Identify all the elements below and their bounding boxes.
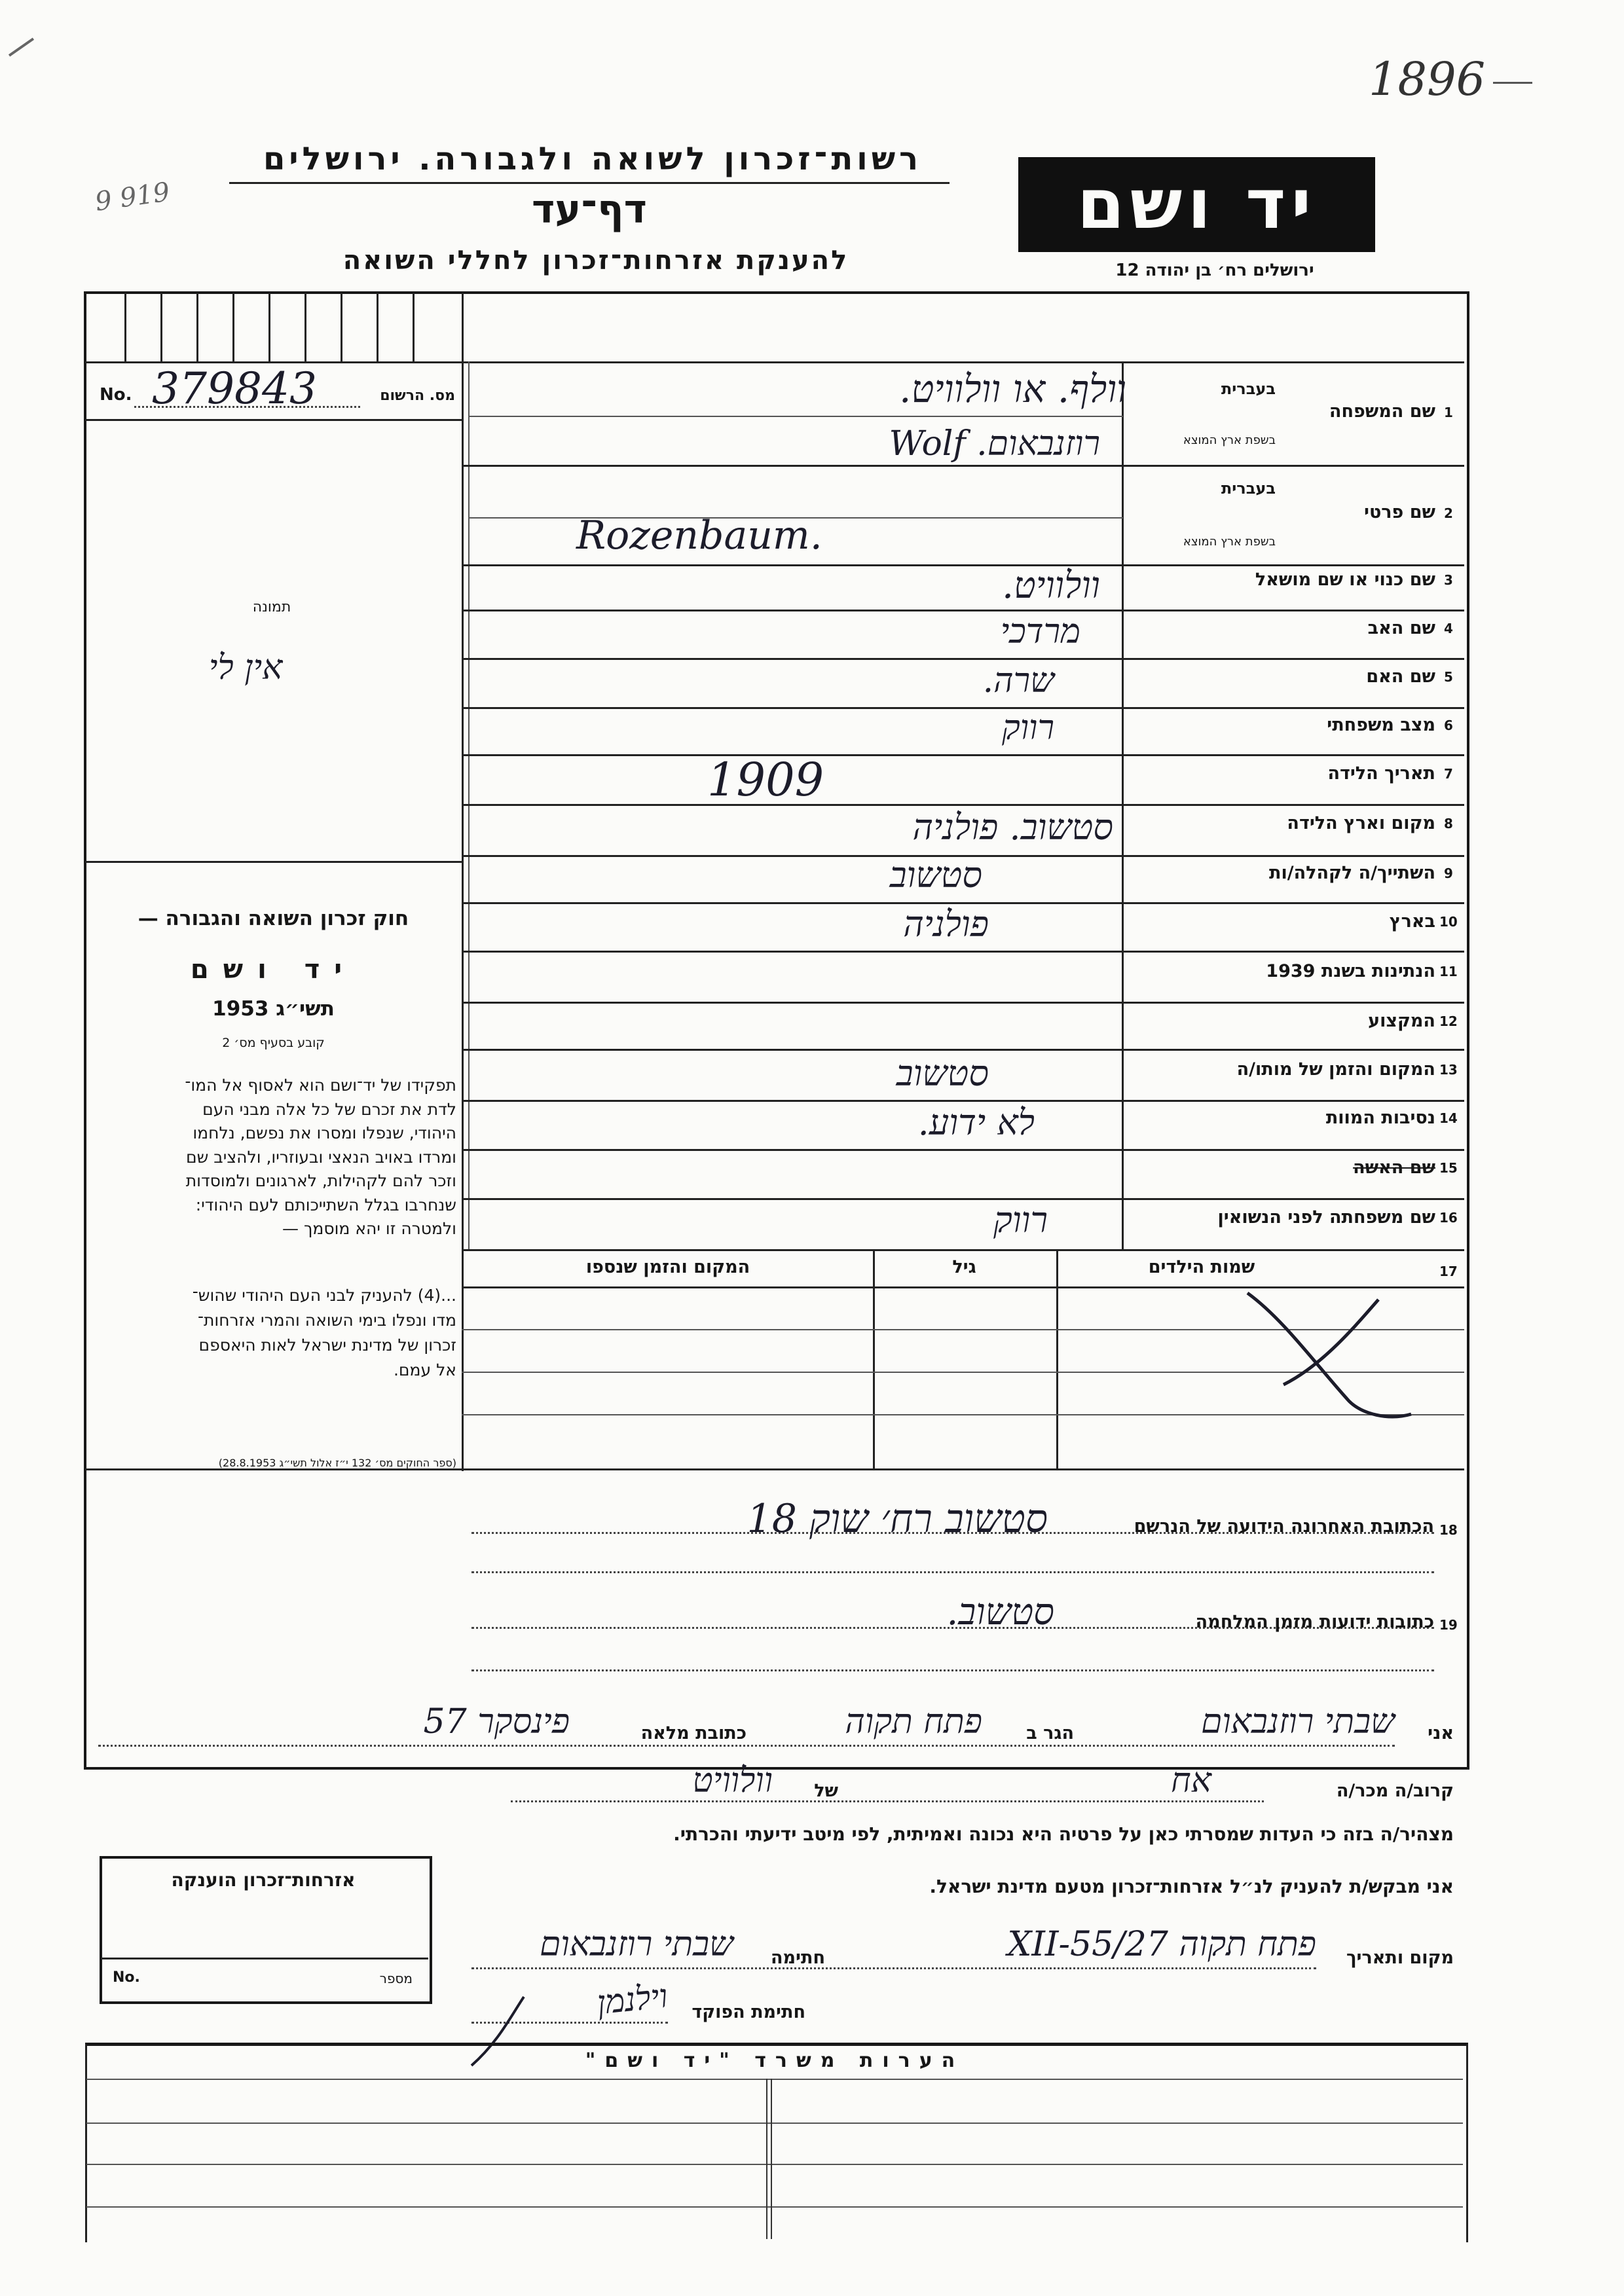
- label-profession: המקצוע: [1368, 1011, 1435, 1031]
- row-separator: [462, 1049, 1464, 1051]
- row-number: 13: [1439, 1062, 1458, 1078]
- row-number: 4: [1444, 621, 1453, 636]
- label-wife-name: שם האשה: [1353, 1157, 1435, 1178]
- header-place-time-perished: המקום והזמן שנספו: [585, 1257, 750, 1277]
- header-children-names: שמות הילדים: [1148, 1257, 1255, 1277]
- label-country: בארץ: [1389, 911, 1435, 932]
- row-number: 11: [1439, 964, 1458, 979]
- certificate-no-label: מספר: [379, 1971, 413, 1986]
- logo-address: ירושלים רח׳ בן יהודה 12: [1115, 261, 1314, 280]
- box-divider: [232, 293, 234, 361]
- value-marital-status: רווק: [1002, 708, 1054, 748]
- value-death-circumstances: לא ידוע.: [917, 1102, 1035, 1143]
- box-divider: [124, 293, 126, 361]
- row-number: 14: [1439, 1110, 1458, 1126]
- row-number: 12: [1439, 1013, 1458, 1029]
- row-separator: [462, 610, 1464, 611]
- decl-statement-2: אני מבקש/ת להעניק לנ״ל אזרחות־זכרון מטעם מדינת ישראל.: [929, 1876, 1454, 1897]
- label-sub-origin: בשפת ארץ המוצא: [1183, 535, 1276, 549]
- row-separator: [462, 1002, 1464, 1004]
- law-line: היהודי, שנפלו ומסרו את נפשם, נלחמו: [193, 1123, 456, 1142]
- law-line: לדת את זכרם של כל אלה מבני העם: [202, 1099, 456, 1119]
- row-number: 18: [1439, 1522, 1458, 1538]
- row-number: 3: [1444, 572, 1453, 588]
- value-wartime-address: סטשוב.: [946, 1591, 1054, 1633]
- law-line: ומרדו באויב הנאצי ובעוזריו, ולהציב שם: [186, 1147, 456, 1167]
- row-separator: [462, 804, 1464, 806]
- row-number: 10: [1439, 914, 1458, 930]
- box-divider: [341, 293, 342, 361]
- notes-column-divider: [766, 2079, 767, 2239]
- law-year: תשי״ג 1953: [212, 997, 335, 1021]
- value-birth-date: 1909: [707, 753, 824, 807]
- notes-rule: [86, 2206, 1463, 2208]
- reg-prefix: No.: [100, 385, 132, 405]
- law-reference: (ספר החוקים מס׳ 132 י״ז אלול תשי״ג 28.8.1953): [218, 1457, 456, 1469]
- notes-rule: [86, 2123, 1463, 2124]
- decl-signature: שבתי רוזנבאום: [539, 1925, 733, 1964]
- label-sub-origin: בשפת ארץ המוצא: [1183, 433, 1276, 447]
- photo-note: אין לי: [208, 648, 283, 687]
- children-col-divider: [1056, 1249, 1058, 1468]
- label-birth-date: תאריך הלידה: [1327, 763, 1435, 784]
- decl-full-address: פינסקר 57: [423, 1702, 570, 1741]
- label-marital-status: מצב משפחתי: [1327, 715, 1435, 735]
- label-death-place-time: המקום והזמן של מותו/ה: [1236, 1059, 1435, 1080]
- header-age: גיל: [952, 1257, 976, 1277]
- notes-rule: [86, 2079, 1463, 2080]
- row-number: 6: [1444, 718, 1453, 733]
- law-line: וזכר להם לקהילות, לארגונים ולמוסדות: [185, 1171, 456, 1190]
- registration-number: 379843: [152, 363, 317, 414]
- office-notes-frame: [85, 2043, 1468, 2242]
- authority-title: רשות־זכרון לשואה ולגבורה. ירושלים: [263, 141, 923, 177]
- decl-i-am: אני: [1428, 1723, 1454, 1743]
- notes-rule: [86, 2164, 1463, 2165]
- value-father-name: מרדכי: [1000, 612, 1080, 651]
- photo-rule: [85, 861, 463, 863]
- address-dotted-line: [471, 1669, 1434, 1671]
- pencil-mark: [9, 37, 34, 56]
- row-number: 1: [1444, 405, 1453, 420]
- officer-signature: וילנמן: [595, 1977, 670, 2022]
- reg-rule: [85, 419, 463, 421]
- row-number: 5: [1444, 669, 1453, 685]
- decl-dotted-line: [98, 1745, 1395, 1747]
- decl-signature-label: חתימה: [770, 1948, 825, 1968]
- box-divider: [413, 293, 415, 361]
- row-number: 9: [1444, 866, 1453, 881]
- stamp-numbers: 9 919: [93, 177, 172, 217]
- value-nickname: וולוויט.: [1002, 564, 1100, 607]
- row-number: 19: [1439, 1617, 1458, 1633]
- children-cross-mark: [1244, 1286, 1414, 1430]
- law-line: ולמטרה זו יהא מוסמך —: [282, 1219, 456, 1238]
- law-line: מדו ונפלו בימי השואה והמרי אזרחות־: [197, 1311, 456, 1330]
- address-dotted-line: [471, 1571, 1434, 1573]
- label-community: השתייך/ה לקהלה/ות: [1269, 863, 1435, 883]
- label-wartime-addresses: כתובות ידועות מזמן המלחמה: [1195, 1612, 1434, 1632]
- decl-relation: אח: [1171, 1761, 1211, 1800]
- office-notes-title: הערות משרד "יד ושם": [585, 2049, 965, 2072]
- decl-place-date-label: מקום ותאריך: [1346, 1948, 1454, 1968]
- certificate-no-prefix: No.: [113, 1969, 140, 1986]
- decl-relative-label: קרוב/ה מכר/ה: [1336, 1781, 1454, 1801]
- label-birth-place: מקום וארץ הלידה: [1287, 813, 1435, 833]
- row-number: 7: [1444, 766, 1453, 782]
- pencil-dash: [1493, 82, 1532, 84]
- box-divider: [196, 293, 198, 361]
- label-father-name: שם האב: [1367, 618, 1435, 638]
- decl-full-address-label: כתובת מלאה: [640, 1723, 747, 1743]
- label-mother-name: שם האם: [1366, 666, 1435, 687]
- value-family-name-origin: רוזנבאום. Wolf: [889, 424, 1100, 464]
- row-separator: [462, 658, 1464, 660]
- officer-signature-label: חתימת הפוקד: [692, 2002, 805, 2022]
- law-clause: קובע בסעיף מס׳ 2: [222, 1036, 325, 1050]
- left-panel-border: [462, 293, 464, 1471]
- label-sub-hebrew: בעברית: [1221, 479, 1276, 498]
- value-family-name-hebrew: וולף. או וולוויט.: [899, 367, 1126, 411]
- certificate-rule: [101, 1958, 428, 1959]
- row-separator: [462, 951, 1464, 953]
- label-family-name: שם המשפחה: [1329, 401, 1435, 422]
- children-col-divider: [873, 1249, 875, 1468]
- children-bottom-line: [85, 1468, 1464, 1470]
- value-birth-place: סטשוב. פולניה: [912, 807, 1113, 848]
- decl-of-label: של: [814, 1781, 838, 1801]
- value-community: סטשוב: [889, 854, 982, 896]
- row-number: 16: [1439, 1210, 1458, 1226]
- value-death-place: סטשוב: [896, 1053, 989, 1094]
- row-number: 8: [1444, 816, 1453, 831]
- row-number: 2: [1444, 505, 1453, 521]
- law-title: חוק זכרון השואה והגבורה —: [138, 907, 409, 930]
- decl-dotted-line: [471, 1967, 1316, 1969]
- reg-label: מס. הרשום: [380, 388, 455, 404]
- law-line: תפקידו של יד־ושם הוא לאסוף אל המו־: [185, 1076, 456, 1095]
- label-sub-hebrew: בעברית: [1221, 380, 1276, 398]
- decl-dotted-line: [511, 1800, 1264, 1802]
- law-line: שנחרבו בגלל השתייכותם לעם היהודי:: [195, 1195, 456, 1214]
- label-nickname: שם כנוי או שם מושאל: [1255, 570, 1435, 590]
- decl-name: שבתי רוזנבאום: [1200, 1702, 1395, 1741]
- row-subline: [468, 416, 1123, 417]
- value-country: פולניה: [903, 903, 989, 945]
- notes-column-divider: [771, 2079, 772, 2239]
- label-death-circumstances: נסיבות המוות: [1325, 1108, 1435, 1128]
- law-name: יד ושם: [190, 955, 357, 985]
- box-divider: [304, 293, 306, 361]
- label-maiden-name: שם משפחתה לפני הנשואין: [1217, 1207, 1435, 1228]
- law-line: ...(4) להעניק לבני העם היהודי שהוש־: [192, 1286, 456, 1305]
- form-subtitle: להענקת אזרחות־זכרון לחללי השואה: [342, 246, 849, 276]
- label-first-name: שם פרטי: [1364, 502, 1435, 522]
- yad-vashem-logo: [1018, 157, 1375, 252]
- value-mother-name: שרה.: [982, 661, 1054, 701]
- row-number: 15: [1439, 1160, 1458, 1176]
- row-separator: [462, 1249, 1464, 1251]
- row-separator: [462, 465, 1464, 467]
- label-last-address: הכתובת האחרונה הידועה של הנרשם: [1134, 1516, 1434, 1537]
- row-separator: [462, 754, 1464, 756]
- law-paragraph-2: [93, 1283, 456, 1383]
- box-divider: [377, 293, 378, 361]
- form-title: דף־עד: [532, 187, 647, 232]
- value-maiden-name: רווק: [993, 1199, 1048, 1241]
- value-first-name: Rozenbaum.: [576, 513, 822, 558]
- decl-statement-1: מצהיר/ה בזה כי העדות שמסרתי כאן על פרטיה היא נכונה ואמיתית, לפי מיטב ידיעתי והכרתי.: [673, 1823, 1454, 1845]
- certificate-title: אזרחות־זכרון הוענקה: [171, 1869, 356, 1891]
- value-last-address: סטשוב רח׳ שוק 18: [747, 1496, 1048, 1542]
- law-paragraph-1: [93, 1074, 456, 1241]
- decl-place-date: פתח תקוה 27/XII-55: [1007, 1925, 1316, 1964]
- decl-resides-label: הגר ב: [1026, 1723, 1074, 1743]
- photo-label: תמונה: [252, 599, 291, 615]
- logo-text: יד ושם: [1077, 164, 1317, 244]
- label-citizenship-1939: הנתינות בשנת 1939: [1266, 961, 1435, 981]
- box-divider: [268, 293, 270, 361]
- law-line: אל עמם.: [393, 1360, 456, 1379]
- authority-underline: [229, 182, 950, 184]
- row-number: 17: [1439, 1264, 1458, 1279]
- reg-dotted-line: [134, 406, 360, 408]
- box-divider: [160, 293, 162, 361]
- archive-number: 1896: [1369, 52, 1486, 106]
- decl-city: פתח תקוה: [845, 1702, 982, 1741]
- law-line: זכרון של מדינת ישראל לאות היאספם: [198, 1336, 456, 1355]
- decl-of-name: וולוויט: [692, 1761, 773, 1800]
- row-separator: [462, 1149, 1464, 1151]
